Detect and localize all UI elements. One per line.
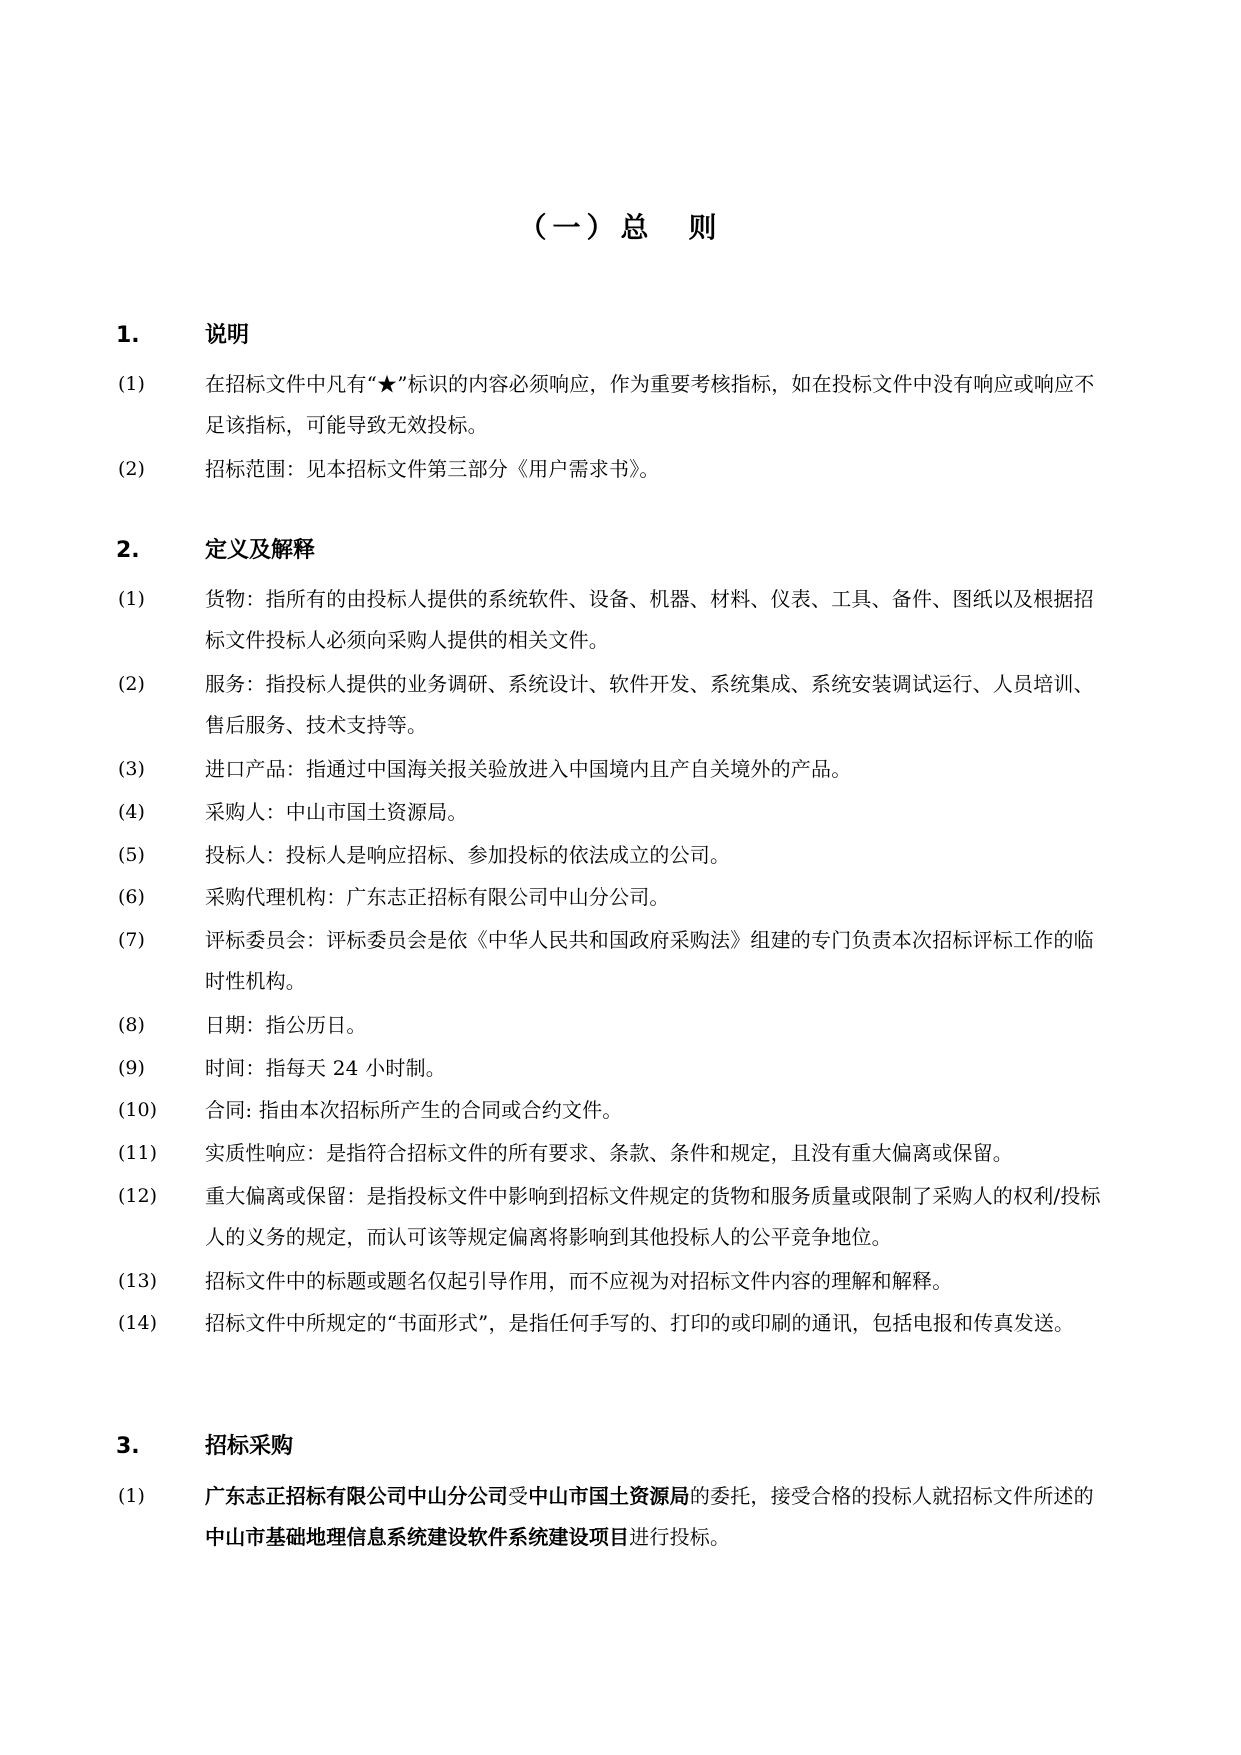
- item-text: 合同: 指由本次招标所产生的合同或合约文件。: [205, 1098, 623, 1122]
- agent-name: 广东志正招标有限公司中山分公司: [205, 1484, 508, 1508]
- section-2-title: 定义及解释: [205, 538, 316, 563]
- item-text: 服务：指投标人提供的业务调研、系统设计、软件开发、系统集成、系统安装调试运行、人员培训、售后服务、技术支持等。: [205, 672, 1094, 737]
- item-number: (6): [118, 886, 145, 908]
- item-number: (2): [118, 458, 145, 480]
- text-fragment: 的委托，接受合格的投标人就招标文件所述的: [689, 1484, 1094, 1508]
- item-number: (2): [118, 673, 145, 695]
- item-number: (1): [118, 373, 145, 395]
- item-number: (4): [118, 801, 145, 823]
- item-number: (13): [118, 1270, 158, 1292]
- item-number: (3): [118, 758, 145, 780]
- item-text: 在招标文件中凡有“★”标识的内容必须响应，作为重要考核指标，如在投标文件中没有响应或响应不足该指标，可能导致无效投标。: [205, 372, 1095, 437]
- project-name: 中山市基础地理信息系统建设软件系统建设项目: [205, 1525, 630, 1549]
- item-text: 实质性响应：是指符合招标文件的所有要求、条款、条件和规定，且没有重大偏离或保留。: [205, 1141, 1013, 1165]
- item-text: 招标文件中所规定的“书面形式”，是指任何手写的、打印的或印刷的通讯，包括电报和传真发送。: [205, 1311, 1075, 1335]
- text-fragment: 进行投标。: [629, 1525, 731, 1549]
- section-3-number: 3.: [116, 1434, 140, 1459]
- item-text: 重大偏离或保留：是指投标文件中影响到招标文件规定的货物和服务质量或限制了采购人的权利/投标人的义务的规定，而认可该等规定偏离将影响到其他投标人的公平竞争地位。: [205, 1184, 1101, 1249]
- item-text: 评标委员会：评标委员会是依《中华人民共和国政府采购法》组建的专门负责本次招标评标工作的临时性机构。: [205, 928, 1094, 993]
- item-text: 时间：指每天 24 小时制。: [205, 1056, 446, 1080]
- section-2-number: 2.: [116, 538, 140, 563]
- item-number: (1): [118, 588, 145, 610]
- item-text: 招标范围：见本招标文件第三部分《用户需求书》。: [205, 457, 660, 481]
- section-1-title: 说明: [205, 323, 250, 348]
- item-text: 采购代理机构：广东志正招标有限公司中山分公司。: [205, 885, 670, 909]
- section-1-number: 1.: [116, 323, 140, 348]
- item-number: (11): [118, 1142, 158, 1164]
- item-number: (12): [118, 1185, 158, 1207]
- item-text: 货物：指所有的由投标人提供的系统软件、设备、机器、材料、仪表、工具、备件、图纸以及根据招标文件投标人必须向采购人提供的相关文件。: [205, 587, 1094, 652]
- text-fragment: 受: [508, 1484, 529, 1508]
- section-3-title: 招标采购: [205, 1434, 294, 1459]
- page-title: （一）总 则: [518, 211, 723, 244]
- item-number: (10): [118, 1099, 158, 1121]
- item-text: 进口产品：指通过中国海关报关验放进入中国境内且产自关境外的产品。: [205, 757, 852, 781]
- item-number: (9): [118, 1057, 145, 1079]
- item-text: 投标人：投标人是响应招标、参加投标的依法成立的公司。: [205, 843, 731, 867]
- item-text: 日期：指公历日。: [205, 1013, 367, 1037]
- item-text: 招标文件中的标题或题名仅起引导作用，而不应视为对招标文件内容的理解和解释。: [205, 1269, 953, 1293]
- item-number: (14): [118, 1312, 158, 1334]
- item-number: (1): [118, 1485, 145, 1507]
- item-number: (8): [118, 1014, 145, 1036]
- item-text: 采购人：中山市国土资源局。: [205, 800, 468, 824]
- item-number: (7): [118, 929, 145, 951]
- purchaser-name: 中山市国土资源局: [528, 1484, 690, 1508]
- item-text: [205, 1476, 1109, 1558]
- item-number: (5): [118, 844, 145, 866]
